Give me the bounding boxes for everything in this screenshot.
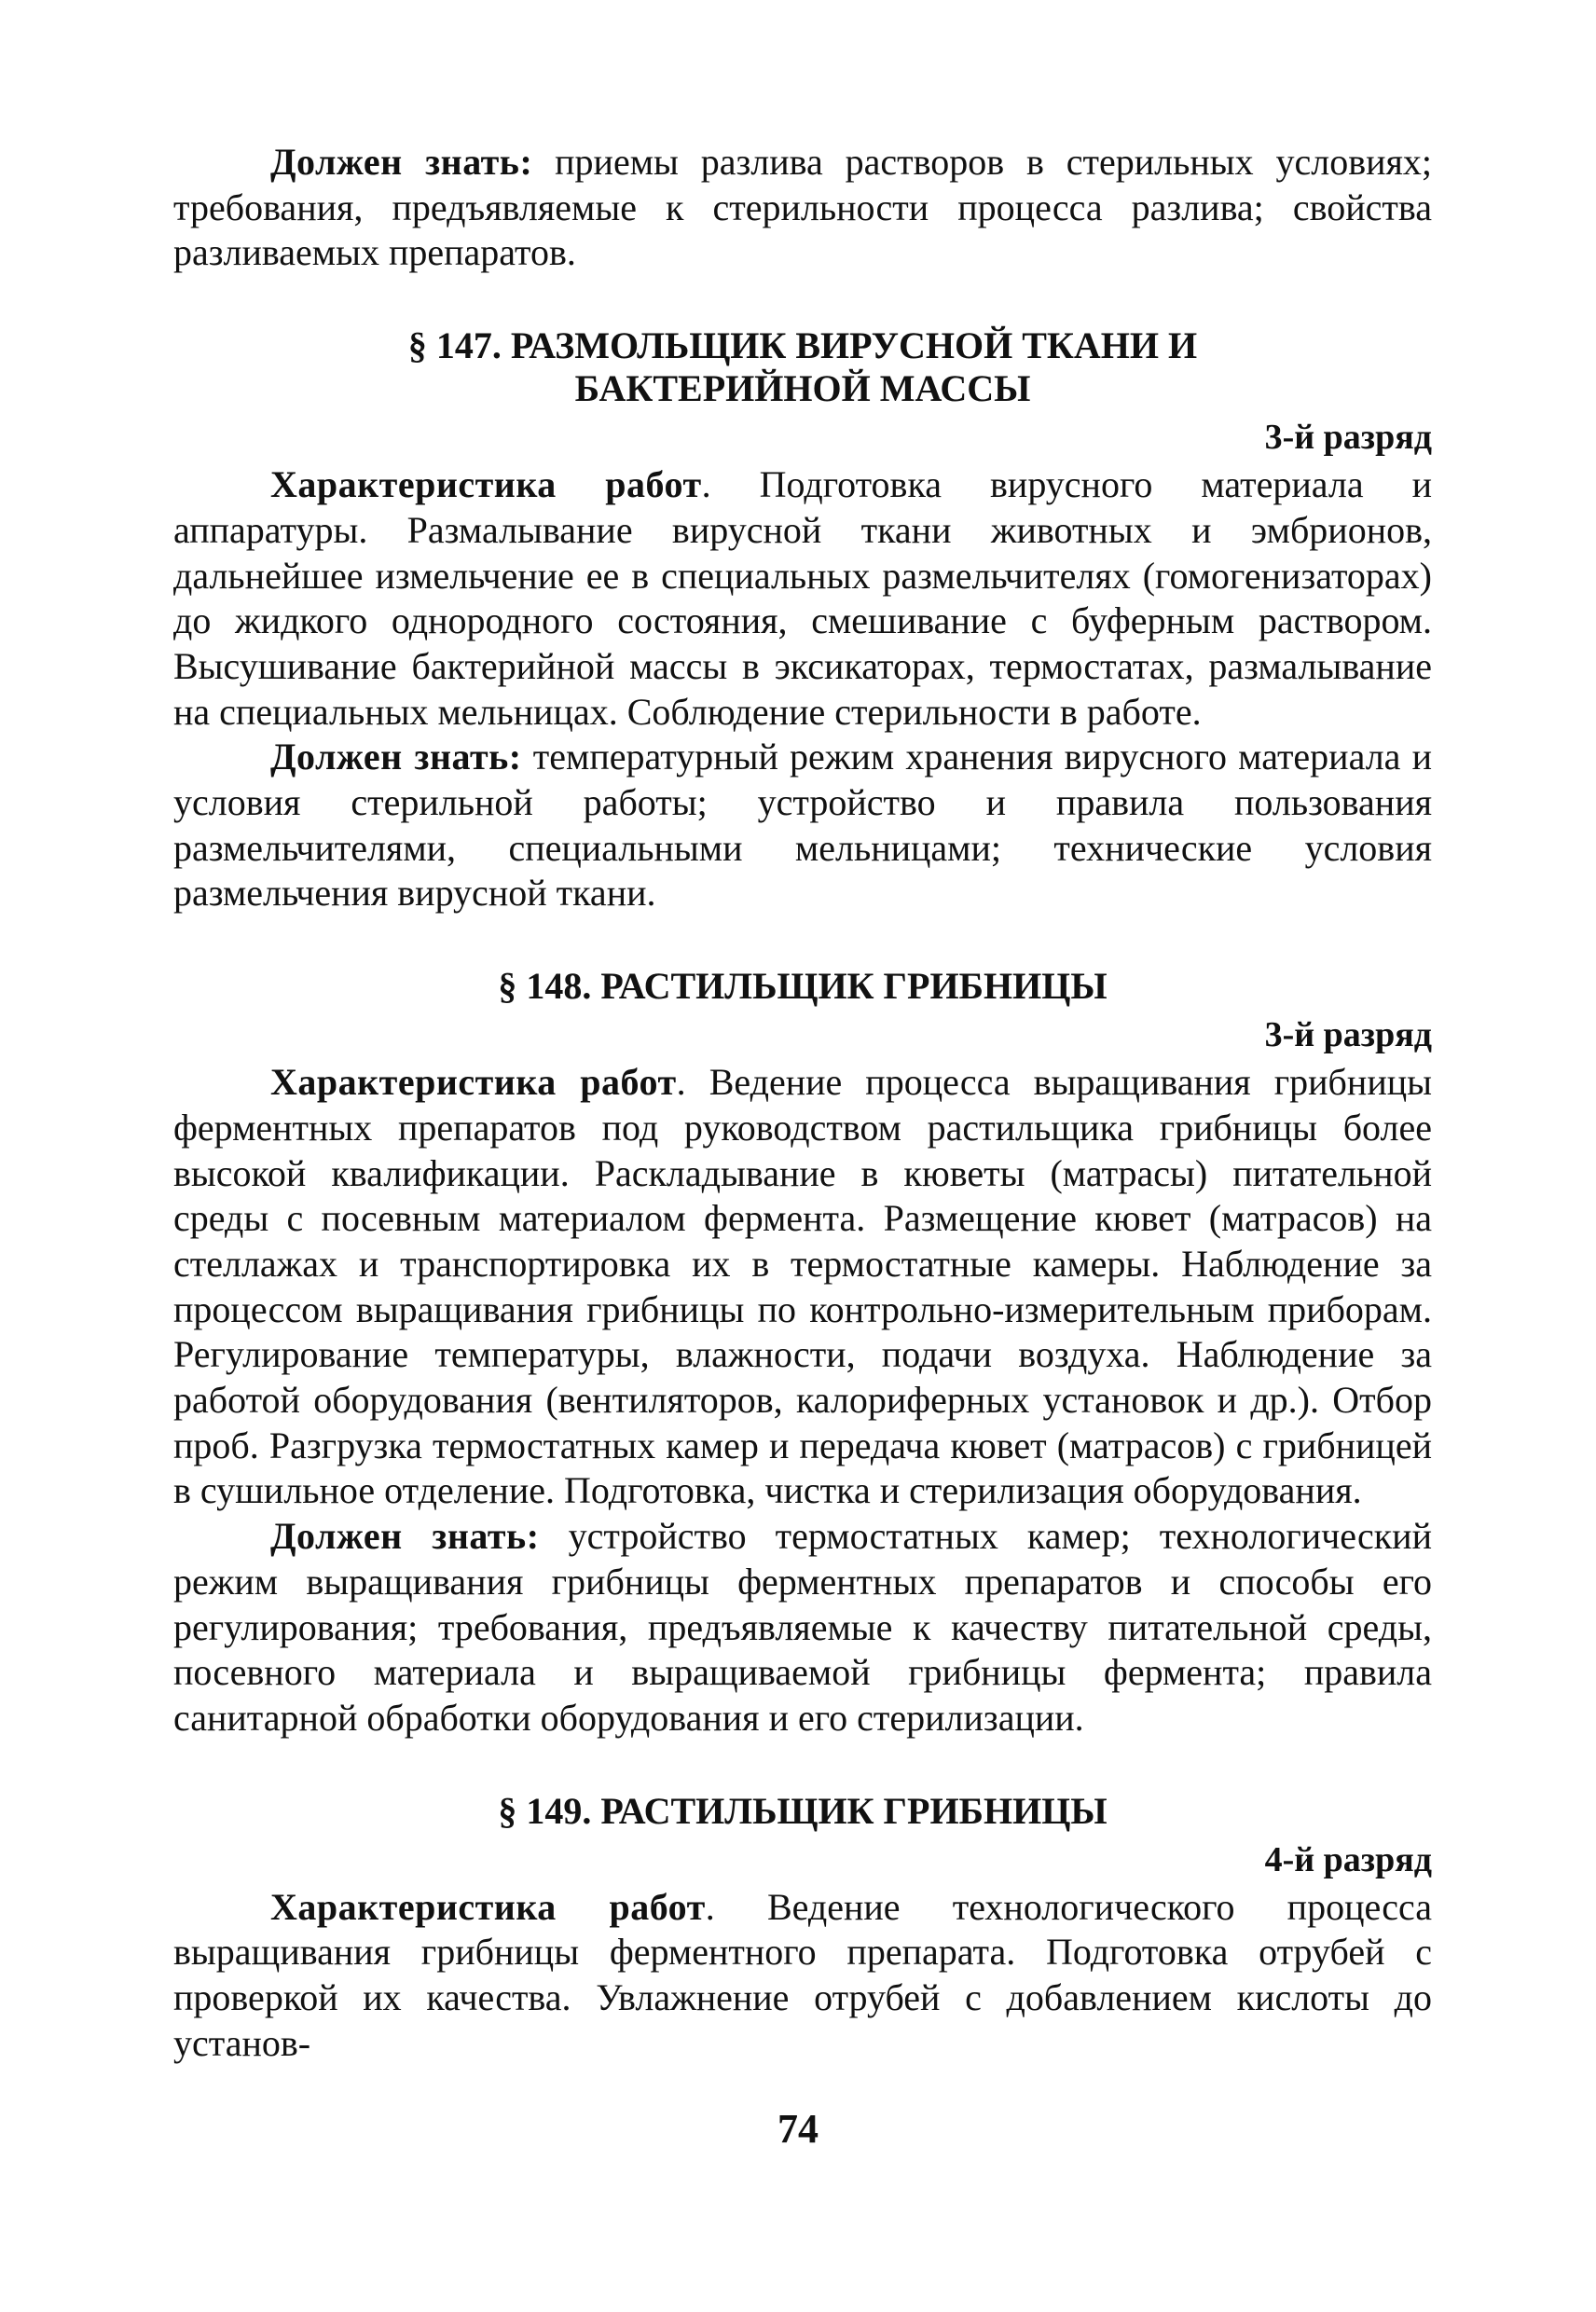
characteristics-label: Характеристика работ xyxy=(270,1885,706,1928)
section-148-must-know xyxy=(173,1514,1432,1741)
must-know-label: Должен знать: xyxy=(270,141,533,183)
section-147-title-line1: § 147. РАЗМОЛЬЩИК ВИРУСНОЙ ТКАНИ И xyxy=(407,324,1198,367)
must-know-label: Должен знать: xyxy=(270,736,522,778)
characteristics-text: . Ведение процесса выращивания грибницы ферментных препаратов под руководством растильщика грибницы более высокой квалификации. Раскладывание в кюветы (матрасы) питательной среды с посевным материалом фермента. Размещение кювет (матрасов) на стеллажах и транспортировка их в термостатные камеры. Наблюдение за процессом выращивания грибницы по контрольно-измерительным приборам. Регулирование температуры, влажности, подачи воздуха. Наблюдение за работой оборудования (вентиляторов, калориферных установок и др.). Отбор проб. Разгрузка термостатных камер и передача кювет (матрасов) с грибницей в сушильное отделение. Подготовка, чистка и стерилизация оборудования. xyxy=(173,1061,1433,1512)
document-page xyxy=(173,140,1432,2067)
section-149-heading xyxy=(173,1790,1432,1833)
section-148-title: § 148. РАСТИЛЬЩИК ГРИБНИЦЫ xyxy=(498,965,1108,1008)
section-148-heading xyxy=(173,965,1432,1008)
section-149-grade: 4-й разряд xyxy=(1264,1839,1432,1879)
characteristics-label: Характеристика работ xyxy=(270,463,702,506)
must-know-text: устройство термостатных камер; технологический режим выращивания грибницы ферментных препаратов и способы его регулирования; требования, предъявляемые к качеству питательной среды, посевного материала и выращиваемой грибницы фермента; правила санитарной обработки оборудования и его стерилизации. xyxy=(173,1515,1432,1739)
section-147-title-line2: БАКТЕРИЙНОЙ МАССЫ xyxy=(574,367,1031,410)
section-148-characteristics xyxy=(173,1060,1432,1514)
section-149-characteristics xyxy=(173,1885,1432,2067)
intro-paragraph xyxy=(173,140,1432,276)
section-147-heading xyxy=(173,324,1432,410)
characteristics-text: . Подготовка вирусного материала и аппаратуры. Размалывание вирусной ткани животных и эмбрионов, дальнейшее измельчение ее в специальных размельчителях (гомогенизаторах) до жидкого однородного состояния, смешивание с буферным раствором. Высушивание бактерийной массы в эксикаторах, термостатах, размалывание на специальных мельницах. Соблюдение стерильности в работе. xyxy=(173,463,1433,733)
section-147-characteristics xyxy=(173,462,1432,735)
section-147-must-know xyxy=(173,735,1432,916)
characteristics-text: . Ведение технологического процесса выращивания грибницы ферментного препарата. Подготовка отрубей с проверкой их качества. Увлажнение отрубей с добавлением кислоты до установ- xyxy=(173,1885,1432,2064)
section-148-grade: 3-й разряд xyxy=(1264,1015,1432,1055)
must-know-text: приемы разлива растворов в стерильных условиях; требования, предъявляемые к стерильности процесса разлива; свойства разливаемых препаратов. xyxy=(173,141,1432,274)
section-149-title: § 149. РАСТИЛЬЩИК ГРИБНИЦЫ xyxy=(498,1789,1108,1832)
section-147-grade: 3-й разряд xyxy=(1264,418,1432,458)
page-number: 74 xyxy=(777,2106,819,2152)
must-know-label: Должен знать: xyxy=(270,1515,540,1558)
characteristics-label: Характеристика работ xyxy=(270,1061,677,1104)
must-know-text: температурный режим хранения вирусного материала и условия стерильной работы; устройство и правила пользования размельчителями, специальными мельницами; технические условия размельчения вирусной ткани. xyxy=(173,736,1432,915)
